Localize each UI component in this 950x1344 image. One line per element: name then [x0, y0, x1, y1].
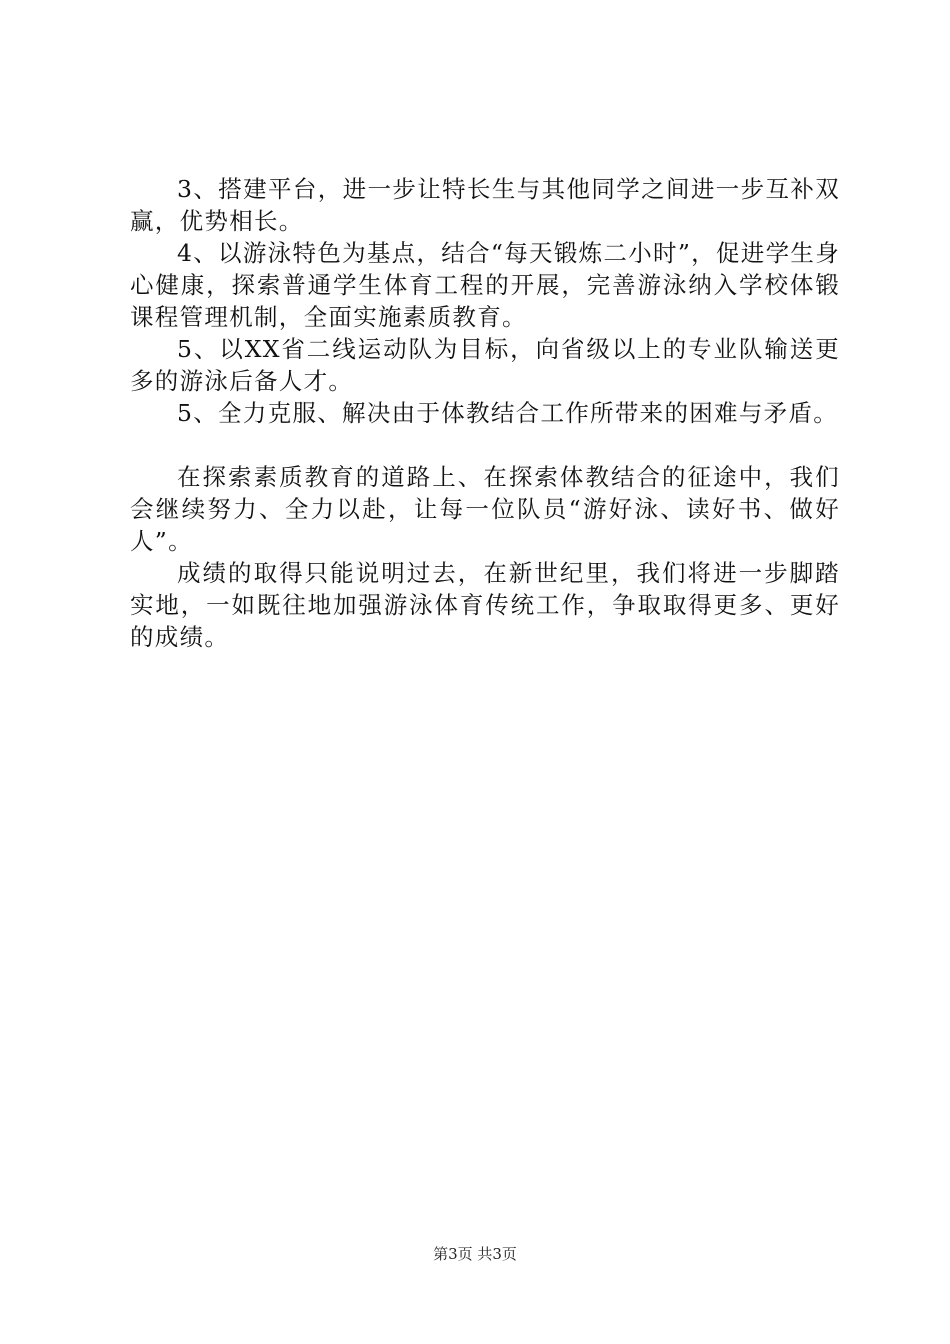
page-number-label: 第3页 共3页 [433, 1245, 517, 1263]
document-body [130, 173, 840, 653]
paragraph-spacer [130, 429, 840, 461]
goal-item-5b: 5、全力克服、解决由于体教结合工作所带来的困难与矛盾。 [177, 399, 839, 427]
closing-paragraph-1: 在探索素质教育的道路上、在探索体教结合的征途中，我们会继续努力、全力以赴，让每一位队员“游好泳、读好书、做好人”。 [130, 463, 840, 555]
closing-paragraph-2: 成绩的取得只能说明过去，在新世纪里，我们将进一步脚踏实地，一如既往地加强游泳体育传统工作，争取取得更多、更好的成绩。 [130, 559, 840, 651]
goal-item-4: 4、以游泳特色为基点，结合“每天锻炼二小时”，促进学生身心健康，探索普通学生体育工程的开展，完善游泳纳入学校体锻课程管理机制，全面实施素质教育。 [130, 239, 840, 331]
goal-item-5a: 5、以XX省二线运动队为目标，向省级以上的专业队输送更多的游泳后备人才。 [130, 335, 840, 395]
page-footer [0, 1244, 950, 1264]
goal-item-3: 3、搭建平台，进一步让特长生与其他同学之间进一步互补双赢，优势相长。 [130, 175, 840, 235]
